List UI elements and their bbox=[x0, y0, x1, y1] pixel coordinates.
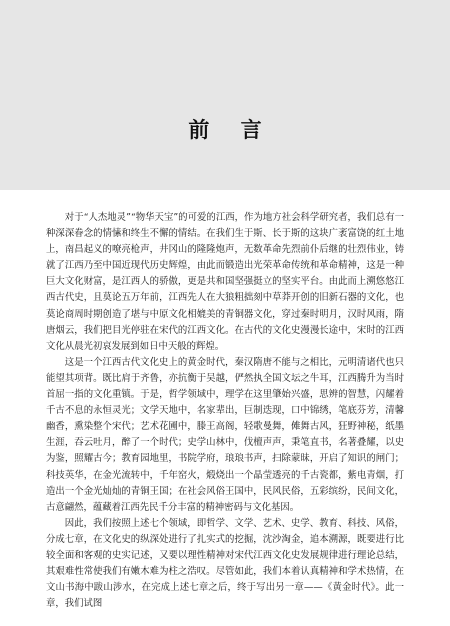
header-band bbox=[0, 0, 450, 190]
chapter-title: 前 言 bbox=[188, 118, 274, 142]
body-text bbox=[46, 210, 404, 612]
paragraph-3: 因此，我们按照上述七个领域，即哲学、文学、艺术、史学、教育、科技、风俗，分成七章，在文化史的纵深处进行了扎实式的挖掘，沈沙淘金，追本溯源，既要进行比较全面和客观的史实记述，又要以理性精神对宋代江西文化史发展规律进行理论总结，其艰难性常使我们有嫩木难为柱之浩叹。尽管如此，我们本着认真精神和学术热情，在文山书海中跋山涉水，在完成上述七章之后，终于写出另一章——《黄金时代》。此一章，我们试图 bbox=[46, 517, 404, 610]
paragraph-1: 对于“人杰地灵”“物华天宝”的可爱的江西，作为地方社会科学研究者，我们总有一种深深眷念的情愫和终生不懈的情结。在我们生于斯、长于斯的这块广袤富饶的红土地上，南昌起义的嘹亮枪声，井冈山的隆隆炮声，无数革命先烈前仆后继的壮烈伟业，铸就了江西乃至中国近现代历史辉煌，由此而锻造出光荣革命传统和革命精神，这是一种巨大文化财富，是江西人的骄傲，更是共和国坚强挺立的坚实平台。由此而上溯悠悠江西古代史，且莫论五万年前，江西先人在大狼粗拙刻中草莽开创的旧新石器的文化，也莫论商周时期创造了堪与中原文化相媲美的青铜器文化，穿过秦时明月，汉时风雨，隋唐烟云，我们把目光停驻在宋代的江西文化。在古代的文化史漫漫长途中，宋时的江西文化从晨光初哀发展到如日中天般的辉煌。 bbox=[46, 212, 404, 352]
paragraph-2: 这是一个江西古代文化史上的黄金时代，秦汉隋唐不能与之相比，元明清诸代也只能望其项背。既比肩于齐鲁，亦抗衡于吴越，俨然执全国文坛之牛耳，江西腾升为当时首屈一指的文化重镇。于是，哲学领域中，理学在这里肇始兴盛，思辨的智慧，闪耀着千古不息的永恒灵光；文学天地中，名家辈出，巨制迭现，口中锦绣，笔底芬芳，清馨幽香，熏染整个宋代；艺术花圃中，滕王高阁，轻歌曼舞，傩舞古风，狂野神秘，纸墨生涯，吞云吐月，醉了一个时代；史学山林中，伐檀声声，秉笔直书，名著叠耀，以史为鉴，照耀古今；教育园地里，书院学府，琅琅书声，扫除蒙昧，开启了知识的闸门；科技英华，在金光流转中，千年窑火，煅烧出一个晶莹透亮的千古瓷都，紫电青烟，打造出一个金光灿灿的青铜王国；在社会风俗王国中，民风民俗，五彩缤纷，民间文化，古意翩然，蕴藏着江西先民千分丰富的精神密码与文化基因。 bbox=[46, 356, 404, 513]
